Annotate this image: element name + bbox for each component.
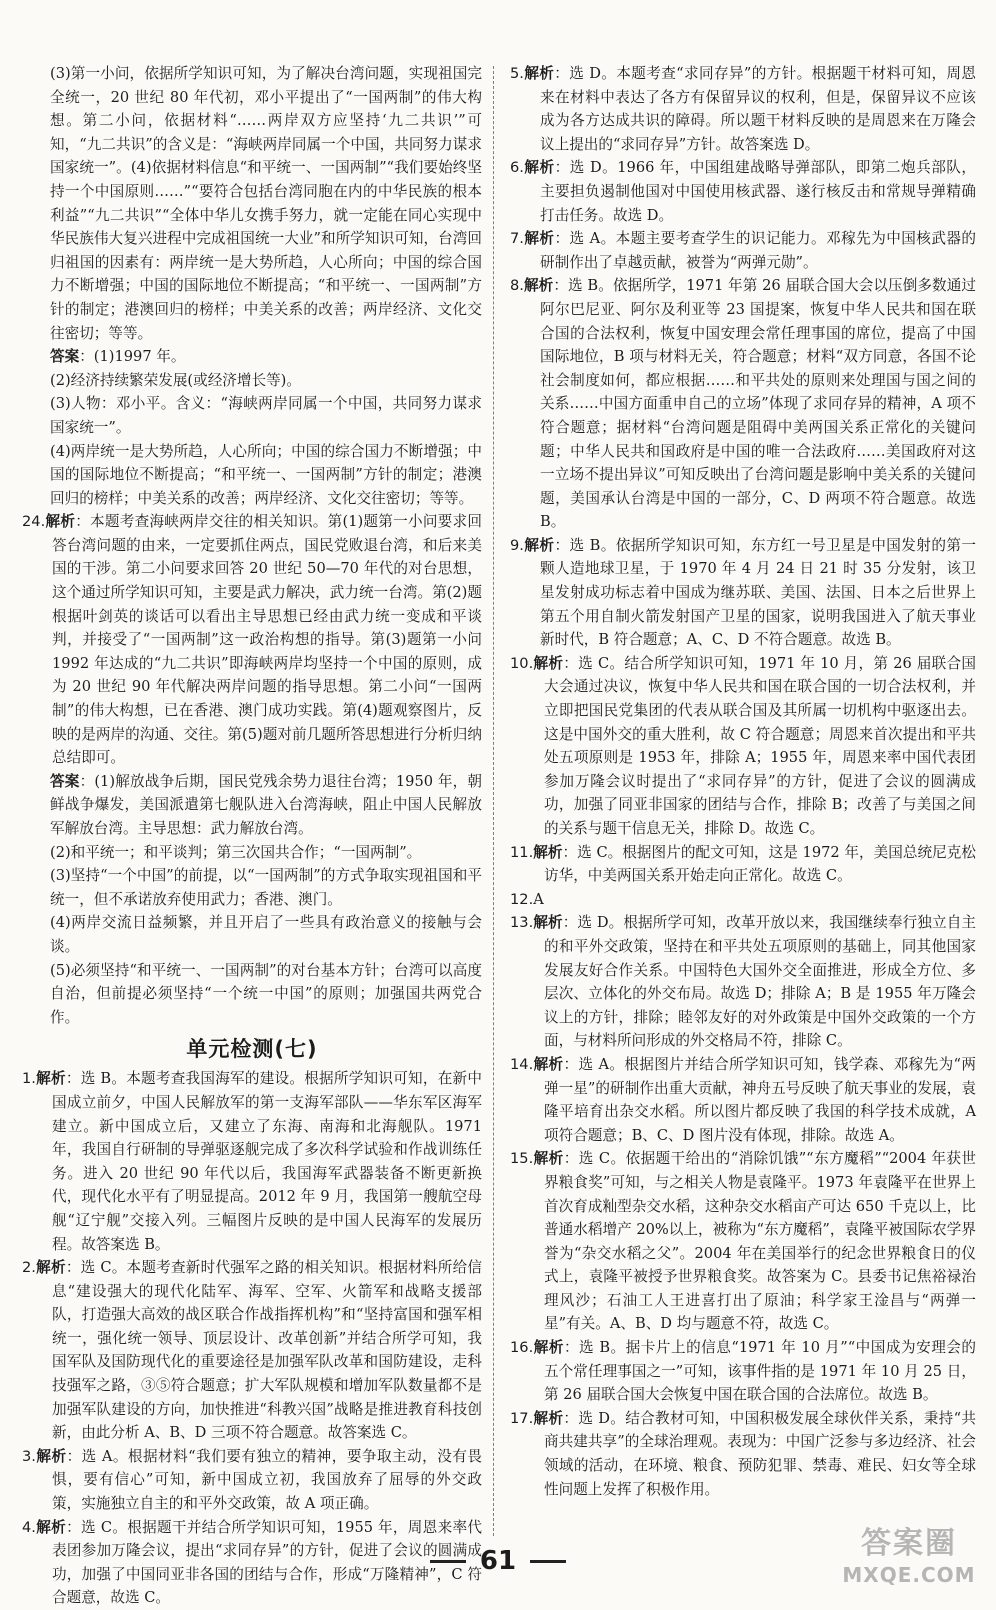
q24-answer-line: 答案：(1)解放战争后期，国民党残余势力退往台湾；1950 年，朝鲜战争爆发，美国派遣第七舰队进入台湾海峡，阻止中国人民解放军解放台湾。主导思想：武力解放台湾。: [50, 772, 482, 837]
watermark-logo: [834, 1524, 984, 1596]
q23-answer-line: (2)经济持续繁荣发展(或经济增长等)。: [50, 371, 301, 389]
page-number-dash-right: [530, 1560, 566, 1563]
answer-item: 8.解析：选 B。依据所学，1971 年第 26 届联合国大会以压倒多数通过阿尔巴尼亚、阿尔及利亚等 23 国提案，恢复中华人民共和国在联合国的合法权利，恢复中国安理会常任理事国的席位，提高了中国国际地位，B 项与材料无关，符合题意；材料“双方同意，各国不论社会制度如何，都应根据……和平共处的原则来处理国与国之间的关系……中国方面重申自己的立场”体现了求同存异的精神，A 项不符合题意；据材料“台湾问题是阻碍中美两国关系正常化的关键问题；中华人民共和国政府是中国的唯一合法政府……美国政府对这一立场不提出异议”可知反映出了台湾问题是影响中美关系的关键问题，美国承认台湾是中国的一部分，C、D 两项不符合题意。故选 B。: [510, 277, 976, 531]
q23-answer-line: 答案：(1)1997 年。: [50, 348, 186, 366]
q24-answer-line: (2)和平统一；和平谈判；第三次国共合作；“一国两制”。: [50, 843, 422, 861]
answer-item: 15.解析：选 C。依据题干给出的“消除饥饿”“东方魔稻”“2004 年获世界粮食奖”可知，与之相关人物是袁隆平。1973 年袁隆平在世界上首次育成籼型杂交水稻，这种杂交水稻亩产可达 650 千克以上，比普通水稻增产 20%以上，被称为“东方魔稻”，袁隆平被国际农学界誉为“杂交水稻之父”。2004 年在美国举行的纪念世界粮食日的仪式上，袁隆平被授予世界粮食奖。故答案为 C。县委书记焦裕禄治理风沙；石油工人王进喜打出了原油；科学家王淦昌与“两弹一星”有关。A、B、D 均与题意不符，故选 C。: [510, 1150, 976, 1333]
section-title: 单元检测(七): [186, 1037, 318, 1062]
answer-item: 16.解析：选 B。据卡片上的信息“1971 年 10 月”“中国成为安理会的五个常任理事国之一”可知，该事件指的是 1971 年 10 月 25 日，第 26 届联合国大会恢复中国在联合国的合法席位。故选 B。: [510, 1339, 976, 1404]
answer-item: 10.解析：选 C。结合所学知识可知，1971 年 10 月，第 26 届联合国大会通过决议，恢复中华人民共和国在联合国的一切合法权利，并立即把国民党集团的代表从联合国及其所属一切机构中驱逐出去。这是中国外交的重大胜利，故 C 符合题意；周恩来首次提出和平共处五项原则是 1953 年，排除 A；1955 年，周恩来率中国代表团参加万隆会议时提出了“求同存异”的方针，促进了会议的圆满成功，加强了同亚非国家的团结与合作，排除 B；改善了与美国之间的关系与题干信息无关，排除 D。故选 C。: [510, 654, 976, 837]
answer-label: 答案: [50, 348, 80, 366]
q24-answer-line: (4)两岸交流日益频繁，并且开启了一些具有政治意义的接触与会谈。: [50, 914, 482, 955]
answer-item: 11.解析：选 C。根据图片的配文可知，这是 1972 年，美国总统尼克松访华，中美两国关系开始走向正常化。故选 C。: [510, 843, 976, 885]
q23-analysis-paragraph: (3)第一小问，依据所学知识可知，为了解决台湾问题，实现祖国完全统一，20 世纪 80 年代初，邓小平提出了“一国两制”的伟大构想。第二小问，依据材料“……两岸双方应坚持‘九二共识’”可知，“九二共识”的含义是：“海峡两岸同属一个中国，共同努力谋求国家统一”。(4)依据材料信息“和平统一、一国两制”“我们要始终坚持一个中国原则……”“要符合包括台湾同胞在内的中华民族的根本利益”“九二共识”“全体中华儿女携手努力，就一定能在同心实现中华民族伟大复兴进程中完成祖国统一大业”和所学知识可知，台湾回归祖国的因素有：两岸统一是大势所趋，人心所向；中国的综合国力不断增强；中国的国际地位不断提高；“和平统一、一国两制”方针的制定；港澳回归的榜样；中美关系的改善；两岸经济、文化交往密切；等等。: [50, 65, 482, 342]
q24-answer-line: (5)必须坚持“和平统一、一国两制”的对台基本方针；台湾可以高度自治，但前提必须坚持“一个统一中国”的原则；加强国共两党合作。: [50, 961, 482, 1026]
answer-item: 2.解析：选 C。本题考查新时代强军之路的相关知识。根据材料所给信息“建设强大的现代化陆军、海军、空军、火箭军和战略支援部队，打造强大高效的战区联合作战指挥机构”和“坚持富国和强军相统一，强化统一领导、顶层设计、改革创新”并结合所学可知，我国军队及国防现代化的重要途径是加强军队改革和国防建设，走科技强军之路，③⑤符合题意；扩大军队规模和增加军队数量都不是加强军队建设的方向，加快推进“科教兴国”战略是推进教育科技创新，由此分析 A、B、D 三项不符合题意。故答案选 C。: [22, 1259, 482, 1442]
q24-answer-line: (3)坚持“一个中国”的前提，以“一国两制”的方式争取实现祖国和平统一，但不承诺放弃使用武力；香港、澳门。: [50, 867, 482, 908]
q23-answer-line: (4)两岸统一是大势所趋，人心所向；中国的综合国力不断增强；中国的国际地位不断提高；“和平统一、一国两制”方针的制定；港澳回归的榜样；中美关系的改善；两岸经济、文化交往密切；等等。: [50, 442, 482, 507]
page-number-dash-left: [430, 1560, 466, 1563]
answer-item: 14.解析：选 A。根据图片并结合所学知识可知，钱学森、邓稼先为“两弹一星”的研制作出重大贡献，神舟五号反映了航天事业的发展，袁隆平培育出杂交水稻。所以图片都反映了我国的科学技术成就，A 项符合题意；B、C、D 图片没有体现，排除。故选 A。: [510, 1055, 976, 1144]
answer-item: 4.解析：选 C。根据题干并结合所学知识可知，1955 年，周恩来率代表团参加万隆会议，提出“求同存异”的方针，促进了会议的圆满成功，加强了中国同亚非各国的团结与合作，形成“万隆精神”，C 符合题意，故选 C。: [22, 1518, 482, 1607]
q24-analysis: 24.解析：本题考查海峡两岸交往的相关知识。第(1)题第一小问要求回答台湾问题的由来，一定要抓住两点，国民党败退台湾，和后来美国的干涉。第二小问要求回答 20 世纪 50—70 年代的对台思想，这个通过所学知识可知，主要是武力解决，武力统一台湾。第(2)题根据叶剑英的谈话可以看出主导思想已经由武力统一变成和平谈判，并接受了“一国两制”这一政治构想的指导。第(3)题第一小问 1992 年达成的“九二共识”即海峡两岸均坚持一个中国的原则，成为 20 世纪 90 年代解决两岸问题的指导思想。第二小问“一国两制”的伟大构想，已在香港、澳门成功实践。第(4)题观察图片，反映的是两岸的沟通、交往。第(5)题对前几题所答思想进行分析归纳总结即可。: [22, 513, 482, 767]
answer-item: 1.解析：选 B。本题考查我国海军的建设。根据所学知识可知，在新中国成立前夕，中国人民解放军的第一支海军部队——华东军区海军建立。新中国成立后，又建立了东海、南海和北海舰队。1971 年，我国自行研制的导弹驱逐舰完成了多次科学试验和作战训练任务。进入 20 世纪 90 年代以后，我国海军武器装备不断更新换代，现代化水平有了明显提高。2012 年 9 月，我国第一艘航空母舰“辽宁舰”交接入列。三幅图片反映的是中国人民海军的发展历程。故答案选 B。: [22, 1070, 482, 1253]
answer-item: 13.解析：选 D。根据所学可知，改革开放以来，我国继续奉行独立自主的和平外交政策，坚持在和平共处五项原则的基础上，同其他国家发展友好合作关系。中国特色大国外交全面推进，形成全方位、多层次、立体化的外交布局。故选 D；排除 A；B 是 1955 年万隆会议上的方针，排除；睦邻友好的对外政策是中国外交政策的一个方面，与材料所问形成的外交格局不符，排除 C。: [510, 914, 976, 1050]
watermark-site: MXQE.COM: [842, 1563, 976, 1587]
page-number: 61: [0, 1546, 996, 1576]
q23-answer-line: (3)人物：邓小平。含义：“海峡两岸同属一个中国，共同努力谋求国家统一”。: [50, 395, 482, 436]
answer-label: 答案: [50, 772, 80, 790]
answer-item: 12.A: [510, 890, 544, 908]
answer-item: 6.解析：选 D。1966 年，中国组建战略导弹部队，即第二炮兵部队，主要担负遏制他国对中国使用核武器、遂行核反击和常规导弹精确打击任务。故选 D。: [510, 159, 976, 224]
column-divider: [493, 66, 494, 1536]
right-column: [510, 62, 976, 1501]
answer-item: 17.解析：选 D。结合教材可知，中国积极发展全球伙伴关系，秉持“共商共建共享”的全球治理观。表现为：中国广泛参与多边经济、社会领域的活动，在环境、粮食、预防犯罪、禁毒、难民、妇女等全球性问题上发挥了积极作用。: [510, 1409, 976, 1498]
watermark-mark: 答案圈: [861, 1526, 957, 1561]
answer-item: 9.解析：选 B。依据所学知识可知，东方红一号卫星是中国发射的第一颗人造地球卫星，于 1970 年 4 月 24 日 21 时 35 分发射，该卫星发射成功标志着中国成为继苏联、美国、法国、日本之后世界上第五个用自制火箭发射国产卫星的国家，说明我国进入了航天事业新时代，B 符合题意；A、C、D 不符合题意。故选 B。: [510, 536, 976, 649]
left-column: [22, 62, 482, 1610]
answer-item: 5.解析：选 D。本题考查“求同存异”的方针。根据题干材料可知，周恩来在材料中表达了各方有保留异议的权利，但是，保留异议不应该成为各方达成共识的障碍。所以题干材料反映的是周恩来在万隆会议上提出的“求同存异”方针。故答案选 D。: [510, 65, 976, 153]
answer-item: 7.解析：选 A。本题主要考查学生的识记能力。邓稼先为中国核武器的研制作出了卓越贡献，被誉为“两弹元勋”。: [510, 230, 976, 271]
answer-item: 3.解析：选 A。根据材料“我们要有独立的精神，要争取主动，没有畏惧，要有信心”可知，新中国成立初，我国放弃了屈辱的外交政策，实施独立自主的和平外交政策，故 A 项正确。: [22, 1447, 482, 1513]
